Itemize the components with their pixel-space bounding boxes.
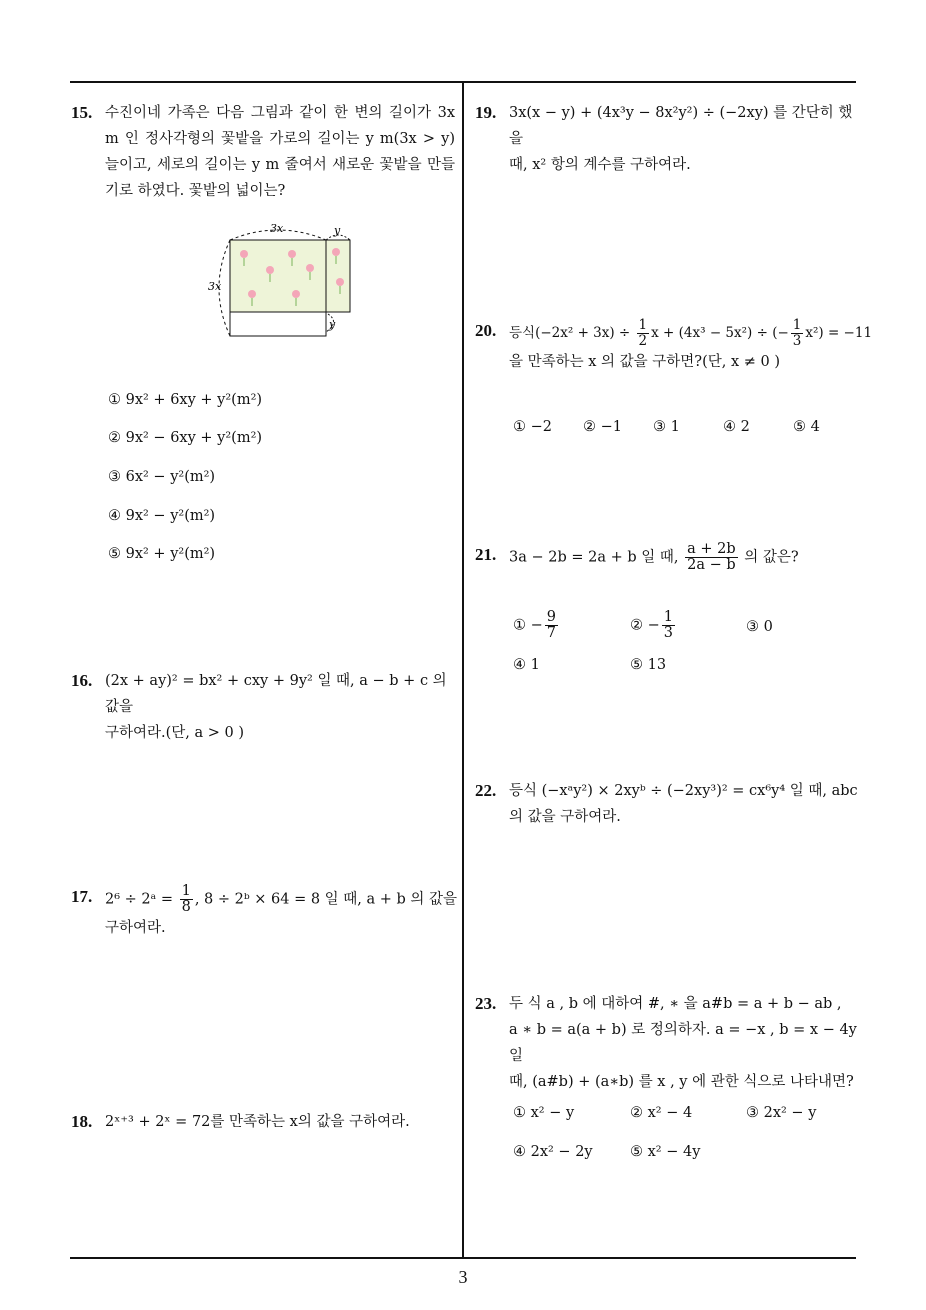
q20-fraction-2: $\frac{1}{3}$: [792, 317, 802, 349]
q15-choice-1[interactable]: ① 9x² + 6xy + y²(m²): [108, 392, 263, 408]
q15-choice-4[interactable]: ④ 9x² − y²(m²): [108, 508, 216, 524]
question-line-2: 때, x² 항의 계수를 구하여라.: [509, 157, 691, 173]
question-line-2: 구하여라.: [105, 920, 166, 936]
q15-choice-2[interactable]: ② 9x² − 6xy + y²(m²): [108, 430, 263, 446]
q20-choice-2[interactable]: ② −1: [583, 419, 622, 435]
q20-choice-1[interactable]: ① −2: [513, 419, 552, 435]
figure-label-left: 3x: [208, 280, 222, 293]
question-16: [71, 668, 460, 746]
q17-pre: 2⁶ ÷ 2ᵃ =: [105, 891, 173, 908]
page-number: 3: [458, 1267, 468, 1287]
question-22: [475, 778, 864, 830]
question-line-2: 구하여라.(단, a > 0 ): [105, 725, 245, 741]
question-number: 15.: [71, 103, 93, 122]
q17-post: , 8 ÷ 2ᵇ × 64 = 8 일 때, a + b 의 값을: [194, 891, 458, 908]
question-number: 18.: [71, 1112, 93, 1131]
q21-fraction: $\frac{a + 2b}{2a - b}$: [687, 541, 736, 573]
q21-choice-2[interactable]: ② − $\frac{1}{3}$: [630, 609, 673, 641]
question-number: 17.: [71, 887, 93, 906]
question-23: [475, 991, 864, 1095]
q21-choice-1[interactable]: ① − $\frac{9}{7}$: [513, 609, 556, 641]
question-line-1: 두 식 a , b 에 대하여 #, ∗ 을 a#b = a + b − ab ,: [509, 996, 842, 1012]
question-number: 16.: [71, 671, 93, 690]
question-line-2: 을 만족하는 x 의 값을 구하면?(단, x ≠ 0 ): [509, 354, 780, 370]
q20-fraction-1: $\frac{1}{2}$: [638, 317, 648, 349]
question-19: [475, 100, 859, 178]
question-number: 21.: [475, 545, 497, 564]
question-number: 23.: [475, 994, 497, 1013]
question-number: 22.: [475, 781, 497, 800]
question-text: 수진이네 가족은 다음 그림과 같이 한 변의 길이가 3x m 인 정사각형의 꽃밭을 가로의 길이는 y m(3x > y) 늘이고, 세로의 길이는 y m 줄여서 새로운 꽃밭을 만들기로 하였다. 꽃밭의 넓이는?: [105, 105, 455, 199]
q21-choice-5[interactable]: ⑤ 13: [630, 657, 667, 673]
q20-mid: x + (4x³ − 5x²) ÷ (−: [651, 325, 789, 341]
q15-choice-5[interactable]: ⑤ 9x² + y²(m²): [108, 546, 216, 562]
q21-post: 의 값은?: [744, 549, 799, 566]
q17-fraction: $\frac{1}{8}$: [181, 883, 191, 915]
question-line-1: 3x(x − y) + (4x³y − 8x²y²) ÷ (−2xy) 를 간단히 했을: [509, 105, 853, 147]
q23-choice-3[interactable]: ③ 2x² − y: [746, 1105, 817, 1121]
q23-choice-1[interactable]: ① x² − y: [513, 1105, 575, 1121]
question-15: [71, 100, 455, 204]
question-20: [475, 317, 873, 375]
bottom-rule: [70, 1257, 856, 1259]
flowerbed-figure: [200, 218, 360, 343]
q23-choice-5[interactable]: ⑤ x² − 4y: [630, 1144, 701, 1160]
q20-pre: 등식(−2x² + 3x) ÷: [509, 325, 631, 341]
question-18: [71, 1109, 460, 1135]
q23-choice-2[interactable]: ② x² − 4: [630, 1105, 693, 1121]
question-line-1: (2x + ay)² = bx² + cxy + 9y² 일 때, a − b + c 의 값을: [105, 673, 447, 715]
question-number: 19.: [475, 103, 497, 122]
question-17: [71, 883, 460, 941]
q15-choice-3[interactable]: ③ 6x² − y²(m²): [108, 469, 216, 485]
column-divider: [462, 81, 464, 1259]
question-21: [475, 541, 859, 573]
question-line-2: 의 값을 구하여라.: [509, 809, 621, 825]
figure-label-top-right: y: [334, 224, 341, 237]
q20-choice-4[interactable]: ④ 2: [723, 419, 750, 435]
q20-choice-3[interactable]: ③ 1: [653, 419, 680, 435]
q21-pre: 3a − 2b = 2a + b 일 때,: [509, 549, 679, 566]
question-line-2: a ∗ b = a(a + b) 로 정의하자. a = −x , b = x − 4y 일: [509, 1022, 857, 1064]
question-line-3: 때, (a#b) + (a∗b) 를 x , y 에 관한 식으로 나타내면?: [509, 1074, 854, 1090]
question-line-1: 등식 (−xᵃy²) × 2xyᵇ ÷ (−2xy³)² = cx⁶y⁴ 일 때, abc: [509, 783, 858, 799]
question-number: 20.: [475, 321, 497, 340]
figure-label-top: 3x: [270, 222, 284, 235]
q21-choice-3[interactable]: ③ 0: [746, 619, 773, 635]
q20-post: x²) = −11: [805, 325, 873, 341]
q20-choice-5[interactable]: ⑤ 4: [793, 419, 820, 435]
figure-label-bottom-right: y: [329, 318, 336, 331]
q23-choice-4[interactable]: ④ 2x² − 2y: [513, 1144, 593, 1160]
q21-choice-4[interactable]: ④ 1: [513, 657, 540, 673]
question-text: 2ˣ⁺³ + 2ˣ = 72를 만족하는 x의 값을 구하여라.: [105, 1114, 410, 1130]
